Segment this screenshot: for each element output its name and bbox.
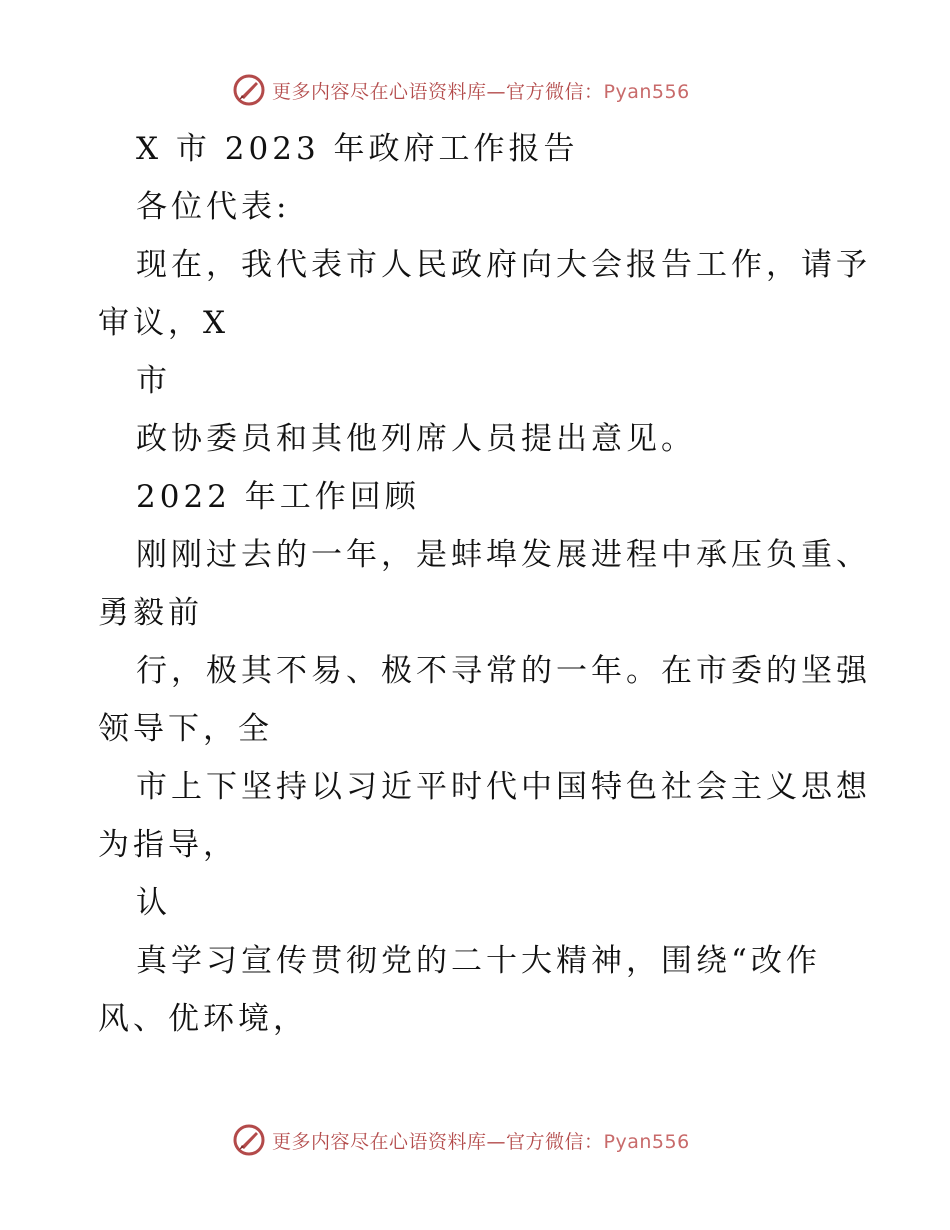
- quill-pen-logo-icon: [232, 73, 266, 107]
- footer-watermark: [232, 1122, 690, 1158]
- header-watermark: [232, 72, 690, 108]
- watermark-wechat-id: Pyan556: [603, 80, 690, 103]
- watermark-wechat-id: Pyan556: [603, 1130, 690, 1153]
- text-line: 审议，X: [98, 305, 230, 341]
- document-title: X 市 2023 年政府工作报告: [136, 131, 579, 167]
- text-line: 真学习宣传贯彻党的二十大精神，围绕“改作: [136, 943, 821, 979]
- text-line: 市: [136, 363, 171, 399]
- text-line: 为指导，: [98, 827, 238, 863]
- document-body: [98, 120, 871, 1048]
- text-line: 勇毅前: [98, 595, 203, 631]
- text-line: 行，极其不易、极不寻常的一年。在市委的坚强: [136, 653, 871, 689]
- watermark-text: 更多内容尽在心语资料库—官方微信：Pyan556: [272, 80, 690, 103]
- quill-pen-logo-icon: [232, 1123, 266, 1157]
- text-line: 认: [136, 885, 171, 921]
- text-line: 政协委员和其他列席人员提出意见。: [136, 421, 696, 457]
- salutation: 各位代表:: [136, 189, 291, 225]
- text-line: 市上下坚持以习近平时代中国特色社会主义思想: [136, 769, 871, 805]
- watermark-text: 更多内容尽在心语资料库—官方微信：Pyan556: [272, 1130, 690, 1153]
- text-line: 风、优环境，: [98, 1001, 308, 1037]
- text-line: 刚刚过去的一年，是蚌埠发展进程中承压负重、: [136, 537, 871, 573]
- text-line: 领导下，全: [98, 711, 273, 747]
- text-line: 现在，我代表市人民政府向大会报告工作，请予: [136, 247, 871, 283]
- section-heading: 2022 年工作回顾: [136, 479, 420, 515]
